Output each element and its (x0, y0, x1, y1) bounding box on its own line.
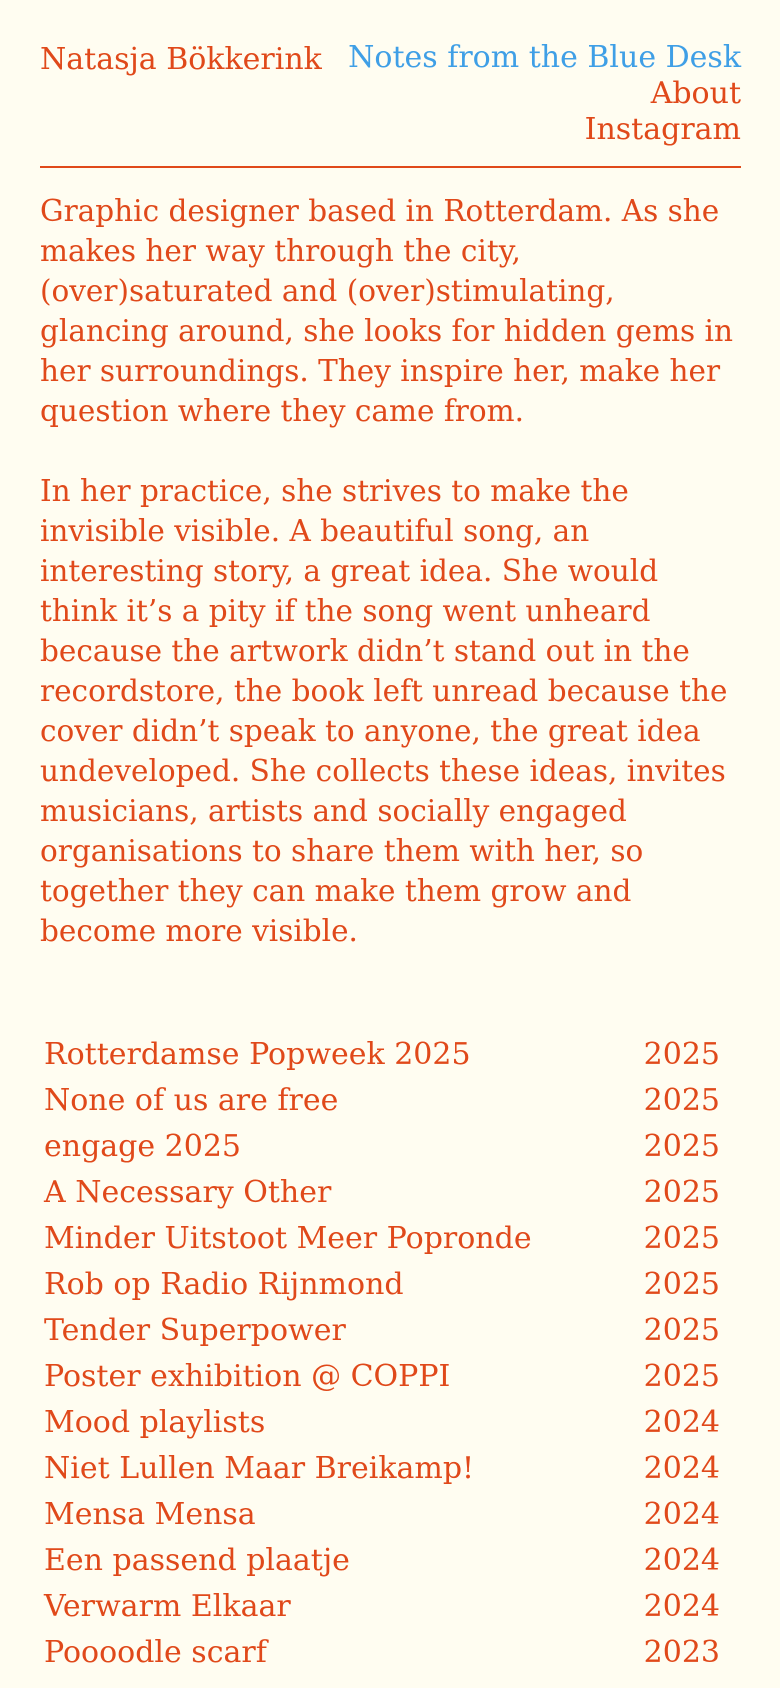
project-year: 2025 (643, 1037, 720, 1072)
project-row[interactable] (44, 1216, 720, 1262)
bio-paragraph: Graphic designer based in Rotterdam. As she makes her way through the city, (over)saturated and (over)stimulating, glancing around, she looks for hidden gems in her surroundings. They inspire her, make her question where they came from. (40, 194, 733, 428)
project-year: 2023 (643, 1635, 720, 1670)
site-nav (348, 40, 741, 148)
site-header (40, 0, 741, 168)
project-row[interactable] (44, 1446, 720, 1492)
project-year: 2025 (643, 1221, 720, 1256)
project-row[interactable] (44, 1078, 720, 1124)
project-title[interactable]: Mensa Mensa (44, 1497, 256, 1532)
project-year: 2024 (643, 1543, 720, 1578)
project-row[interactable] (44, 1124, 720, 1170)
project-year: 2025 (643, 1267, 720, 1302)
bio-section (40, 191, 741, 951)
page (40, 0, 741, 991)
project-title[interactable]: Rotterdamse Popweek 2025 (44, 1037, 471, 1072)
project-year: 2025 (643, 1129, 720, 1164)
project-title[interactable]: Een passend plaatje (44, 1543, 350, 1578)
project-row[interactable] (44, 1032, 720, 1078)
project-title[interactable]: Verwarm Elkaar (44, 1589, 291, 1624)
project-title[interactable]: Mood playlists (44, 1405, 266, 1440)
nav-link-notes-blue-desk[interactable]: Notes from the Blue Desk (348, 40, 741, 75)
site-name-link[interactable]: Natasja Bökkerink (40, 42, 322, 77)
project-title[interactable]: Tender Superpower (44, 1313, 346, 1348)
project-title[interactable]: Minder Uitstoot Meer Popronde (44, 1221, 532, 1256)
project-title[interactable]: None of us are free (44, 1083, 339, 1118)
project-title[interactable]: A Necessary Other (44, 1175, 332, 1210)
project-row[interactable] (44, 1492, 720, 1538)
nav-link-about[interactable]: About (650, 76, 741, 111)
project-title[interactable]: engage 2025 (44, 1129, 242, 1164)
project-row[interactable] (44, 1170, 720, 1216)
project-year: 2025 (643, 1359, 720, 1394)
project-year: 2025 (643, 1083, 720, 1118)
project-year: 2025 (643, 1175, 720, 1210)
project-row[interactable] (44, 1584, 720, 1630)
project-list (44, 1032, 720, 1676)
project-year: 2024 (643, 1451, 720, 1486)
bio-paragraph: In her practice, she strives to make the invisible visible. A beautiful song, an interesting story, a great idea. She would think it’s a pity if the song went unheard because the artwork didn’t stand out in the recordstore, the book left unread because the cover didn’t speak to anyone, the great idea undeveloped. She collects these ideas, invites musicians, artists and socially engaged organisations to share them with her, so together they can make them grow and become more visible. (40, 474, 728, 948)
project-row[interactable] (44, 1630, 720, 1676)
project-year: 2024 (643, 1497, 720, 1532)
project-row[interactable] (44, 1308, 720, 1354)
project-row[interactable] (44, 1354, 720, 1400)
project-year: 2024 (643, 1405, 720, 1440)
project-title[interactable]: Rob op Radio Rijnmond (44, 1267, 404, 1302)
project-row[interactable] (44, 1538, 720, 1584)
nav-link-instagram[interactable]: Instagram (584, 112, 741, 147)
project-row[interactable] (44, 1400, 720, 1446)
project-year: 2024 (643, 1589, 720, 1624)
project-year: 2025 (643, 1313, 720, 1348)
project-title[interactable]: Poster exhibition @ COPPI (44, 1359, 451, 1394)
project-title[interactable]: Poooodle scarf (44, 1635, 267, 1670)
project-title[interactable]: Niet Lullen Maar Breikamp! (44, 1451, 475, 1486)
project-row[interactable] (44, 1262, 720, 1308)
